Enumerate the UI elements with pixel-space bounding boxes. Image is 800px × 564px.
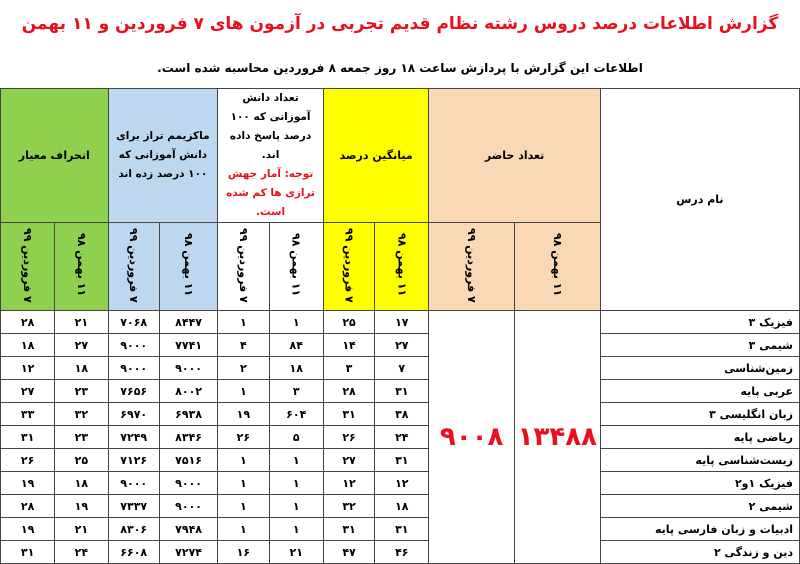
value-cell-avg-f: ۳۲	[323, 495, 374, 518]
course-name-cell: شیمی ۳	[600, 334, 799, 357]
table-row	[1, 311, 800, 334]
value-cell-avg-f: ۱۲	[323, 472, 374, 495]
course-name-cell: زیست‌شناسی پایه	[600, 449, 799, 472]
value-cell-avg-f: ۱۴	[323, 334, 374, 357]
value-cell-avg-f: ۲۷	[323, 449, 374, 472]
course-name-cell: زبان انگلیسی ۳	[600, 403, 799, 426]
attendees-bahman-header: ۱۱ بهمن ۹۸	[550, 233, 564, 297]
count-100-header-text: تعداد دانش آموزانی که ۱۰۰ درصد پاسخ داده اند.	[229, 92, 312, 161]
table-body	[1, 311, 800, 564]
course-name-cell: شیمی ۲	[600, 495, 799, 518]
value-cell-max-f: ۶۶۰۸	[108, 541, 159, 564]
value-cell-max-b: ۷۲۷۴	[159, 541, 217, 564]
value-cell-avg-b: ۳۱	[375, 380, 429, 403]
value-cell-c100-b: ۶۰۴	[269, 403, 323, 426]
value-cell-c100-b: ۱	[269, 518, 323, 541]
value-cell-sd-b: ۱۸	[55, 472, 108, 495]
value-cell-sd-b: ۳۲	[55, 403, 108, 426]
value-cell-c100-f: ۱	[218, 495, 269, 518]
value-cell-avg-b: ۲۷	[375, 334, 429, 357]
table-row	[1, 472, 800, 495]
value-cell-max-f: ۹۰۰۰	[108, 334, 159, 357]
value-cell-avg-f: ۳۱	[323, 518, 374, 541]
sd-bahman-header: ۱۱ بهمن ۹۸	[74, 233, 88, 297]
value-cell-sd-b: ۱۸	[55, 357, 108, 380]
max-farvardin-header: ۷ فروردین ۹۹	[127, 227, 141, 303]
value-cell-max-b: ۹۰۰۰	[159, 472, 217, 495]
value-cell-avg-b: ۱۸	[375, 495, 429, 518]
value-cell-max-b: ۶۹۳۸	[159, 403, 217, 426]
value-cell-max-f: ۷۰۶۸	[108, 311, 159, 334]
course-name-cell: فیزیک ۱و۲	[600, 472, 799, 495]
value-cell-sd-b: ۲۴	[55, 541, 108, 564]
value-cell-avg-f: ۳	[323, 357, 374, 380]
value-cell-sd-f: ۲۶	[1, 449, 55, 472]
value-cell-avg-f: ۲۵	[323, 311, 374, 334]
value-cell-sd-f: ۱۸	[1, 334, 55, 357]
value-cell-c100-f: ۱	[218, 311, 269, 334]
table-row	[1, 334, 800, 357]
value-cell-avg-b: ۱۲	[375, 472, 429, 495]
value-cell-avg-b: ۳۱	[375, 518, 429, 541]
value-cell-c100-b: ۳	[269, 380, 323, 403]
std-dev-header: انحراف معیار	[1, 89, 109, 223]
value-cell-max-b: ۸۰۰۲	[159, 380, 217, 403]
course-name-cell: زمین‌شناسی	[600, 357, 799, 380]
value-cell-avg-b: ۲۴	[375, 426, 429, 449]
attendees-farvardin-value: ۹۰۰۸	[429, 311, 515, 564]
value-cell-sd-b: ۲۱	[55, 518, 108, 541]
count100-bahman-header: ۱۱ بهمن ۹۸	[289, 233, 303, 297]
table-row	[1, 541, 800, 564]
value-cell-max-f: ۹۰۰۰	[108, 357, 159, 380]
value-cell-sd-b: ۱۹	[55, 495, 108, 518]
count-100-header	[218, 89, 324, 223]
course-name-header: نام درس	[600, 89, 799, 311]
table-row	[1, 357, 800, 380]
value-cell-sd-b: ۲۱	[55, 311, 108, 334]
table-row	[1, 449, 800, 472]
value-cell-max-b: ۹۰۰۰	[159, 357, 217, 380]
table-row	[1, 495, 800, 518]
count-100-header-note: توجه: آمار جهش ترازی ها کم شده است.	[226, 168, 315, 218]
value-cell-c100-f: ۱۹	[218, 403, 269, 426]
course-name-cell: ادبیات و زبان فارسی پایه	[600, 518, 799, 541]
value-cell-sd-f: ۲۸	[1, 495, 55, 518]
value-cell-max-b: ۸۴۴۷	[159, 311, 217, 334]
value-cell-c100-f: ۲	[218, 357, 269, 380]
value-cell-avg-f: ۳۱	[323, 403, 374, 426]
value-cell-c100-b: ۱	[269, 449, 323, 472]
course-name-cell: ریاضی پایه	[600, 426, 799, 449]
value-cell-avg-b: ۳۱	[375, 449, 429, 472]
value-cell-max-f: ۹۰۰۰	[108, 472, 159, 495]
value-cell-avg-b: ۱۷	[375, 311, 429, 334]
attendees-header: تعداد حاضر	[429, 89, 600, 223]
course-name-cell: فیزیک ۳	[600, 311, 799, 334]
table-row	[1, 518, 800, 541]
value-cell-c100-b: ۱۸	[269, 357, 323, 380]
value-cell-sd-f: ۱۹	[1, 472, 55, 495]
attendees-bahman-value: ۱۳۴۸۸	[514, 311, 600, 564]
value-cell-c100-b: ۸۴	[269, 334, 323, 357]
avg-bahman-header: ۱۱ بهمن ۹۸	[395, 233, 409, 297]
value-cell-sd-f: ۱۲	[1, 357, 55, 380]
value-cell-max-f: ۷۱۲۶	[108, 449, 159, 472]
value-cell-max-b: ۹۰۰۰	[159, 495, 217, 518]
sd-farvardin-header: ۷ فروردین ۹۹	[21, 227, 35, 303]
value-cell-sd-b: ۲۷	[55, 334, 108, 357]
value-cell-c100-f: ۴	[218, 334, 269, 357]
value-cell-c100-f: ۱	[218, 449, 269, 472]
value-cell-avg-f: ۲۶	[323, 426, 374, 449]
attendees-farvardin-header: ۷ فروردین ۹۹	[465, 227, 479, 303]
course-name-cell: دین و زندگی ۲	[600, 541, 799, 564]
stats-table	[0, 88, 800, 564]
table-row	[1, 380, 800, 403]
value-cell-sd-f: ۲۸	[1, 311, 55, 334]
value-cell-c100-f: ۱	[218, 380, 269, 403]
avg-percent-header: میانگین درصد	[323, 89, 428, 223]
value-cell-avg-b: ۷	[375, 357, 429, 380]
value-cell-sd-f: ۲۷	[1, 380, 55, 403]
report-subtitle: اطلاعات این گزارش با پردازش ساعت ۱۸ روز جمعه ۸ فروردین محاسبه شده است.	[157, 61, 643, 75]
value-cell-max-b: ۷۹۴۸	[159, 518, 217, 541]
max-score-header: ماکزیمم تراز برای دانش آموزانی که ۱۰۰ درصد زده اند	[108, 89, 218, 223]
value-cell-sd-f: ۳۱	[1, 426, 55, 449]
value-cell-sd-b: ۲۳	[55, 380, 108, 403]
course-name-cell: عربی پایه	[600, 380, 799, 403]
value-cell-avg-b: ۳۸	[375, 403, 429, 426]
value-cell-c100-f: ۱	[218, 518, 269, 541]
value-cell-avg-f: ۴۷	[323, 541, 374, 564]
value-cell-c100-f: ۱۶	[218, 541, 269, 564]
value-cell-max-f: ۸۳۰۶	[108, 518, 159, 541]
value-cell-sd-b: ۲۵	[55, 449, 108, 472]
table-row	[1, 426, 800, 449]
value-cell-sd-b: ۲۳	[55, 426, 108, 449]
value-cell-max-f: ۶۹۷۰	[108, 403, 159, 426]
avg-farvardin-header: ۷ فروردین ۹۹	[342, 227, 356, 303]
value-cell-c100-b: ۲۱	[269, 541, 323, 564]
value-cell-c100-b: ۵	[269, 426, 323, 449]
value-cell-sd-f: ۱۹	[1, 518, 55, 541]
value-cell-c100-f: ۱	[218, 472, 269, 495]
value-cell-avg-b: ۴۶	[375, 541, 429, 564]
value-cell-max-b: ۷۵۱۶	[159, 449, 217, 472]
table-row	[1, 403, 800, 426]
value-cell-c100-b: ۱	[269, 472, 323, 495]
value-cell-c100-f: ۲۶	[218, 426, 269, 449]
value-cell-c100-b: ۱	[269, 311, 323, 334]
value-cell-sd-f: ۳۱	[1, 541, 55, 564]
value-cell-max-f: ۷۳۳۷	[108, 495, 159, 518]
max-bahman-header: ۱۱ بهمن ۹۸	[182, 233, 196, 297]
value-cell-max-b: ۸۳۴۶	[159, 426, 217, 449]
value-cell-avg-f: ۲۸	[323, 380, 374, 403]
value-cell-max-f: ۷۶۵۶	[108, 380, 159, 403]
count100-farvardin-header: ۷ فروردین ۹۹	[236, 227, 250, 303]
value-cell-sd-f: ۳۳	[1, 403, 55, 426]
value-cell-c100-b: ۱	[269, 495, 323, 518]
report-title: گزارش اطلاعات درصد دروس رشته نظام قدیم تجربی در آزمون های ۷ فروردین و ۱۱ بهمن	[21, 14, 779, 34]
value-cell-max-f: ۷۲۴۹	[108, 426, 159, 449]
value-cell-max-b: ۷۷۴۱	[159, 334, 217, 357]
